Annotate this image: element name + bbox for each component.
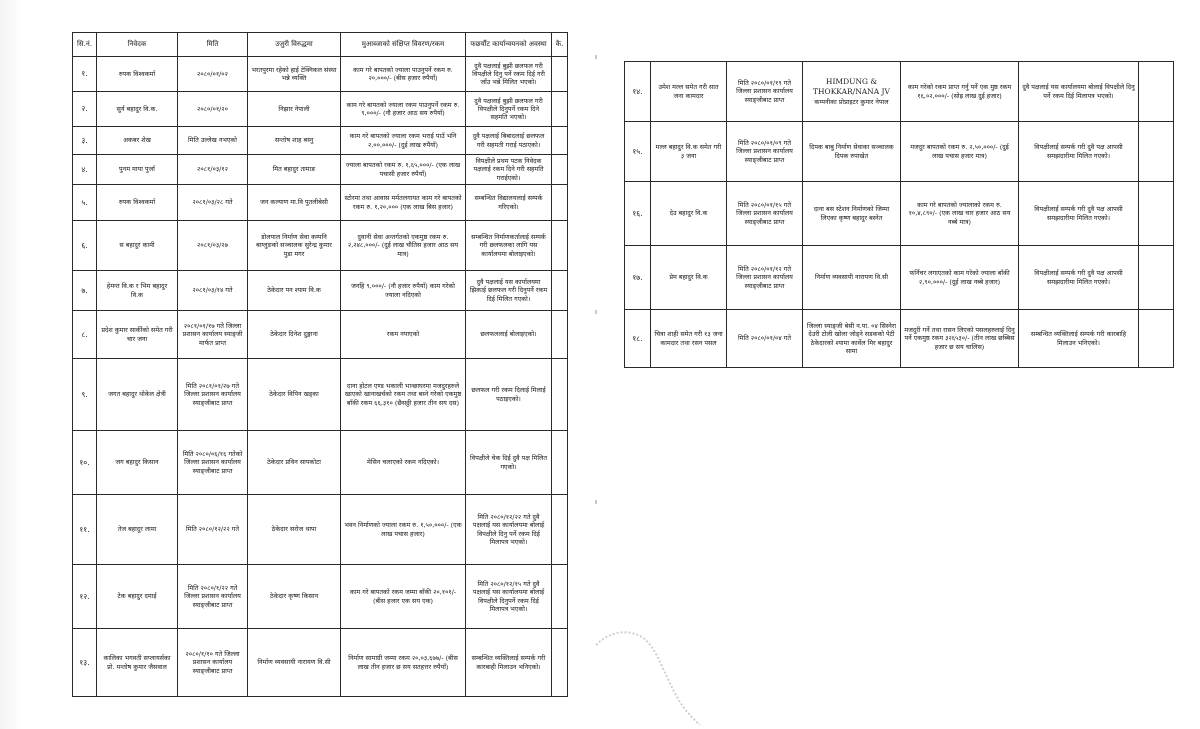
applicant-cell: देउ बहादुर वि.क (651, 182, 727, 246)
serial-cell: ९. (73, 359, 97, 431)
complaints-table-page-2 (624, 61, 1174, 368)
remarks-cell (552, 127, 568, 155)
remarks-cell (1139, 122, 1174, 182)
serial-cell: ७. (73, 271, 97, 311)
status-cell: छलफल गरी रकम दिलाई मिलाई पठाइएको। (466, 359, 552, 431)
date-cell: मिति उल्लेख नभएको (178, 127, 248, 155)
against-cell: ठेकेदार विपिन खड्का (248, 359, 341, 431)
firm-proprietor: कम्पनीका प्रोप्राइटर कुमार नेपाल (814, 97, 889, 106)
against-cell: ठेकेदार पन श्याम वि.क (248, 271, 341, 311)
details-cell: मेसिन चलाएको रकम नदिएको। (341, 431, 466, 495)
date-cell: २०८०/०१/२० (178, 92, 248, 127)
date-cell: मिति २०८०/१२/२२ गते (178, 495, 248, 565)
table-row (73, 185, 568, 221)
date-cell: मिति २०८०/०१/१९ गते जिल्ला प्रशासन कार्यालय स्याङ्जीबाट प्राप्त (727, 62, 803, 122)
date-cell: २०८१/०३/२८ गते (178, 185, 248, 221)
applicant-cell: प्रदेश कुमार सार्कीको समेत गरी चार जना (97, 311, 178, 359)
remarks-cell (1139, 310, 1174, 368)
table-row (73, 431, 568, 495)
details-cell: काम गरे बापतको ज्याला रकम पाउनुपर्ने रकम रु. ९,०००/- (नौ हजार आठ सय रुपैयाँ) (341, 92, 466, 127)
applicant-cell: चित्रा शाही समेत गरी १३ जना कामदार तथा रसन पसल (651, 310, 727, 368)
status-cell: मिति २०८०/१२/२२ गते दुवै पक्षलाई यस कार्यालयमा बोलाई विपक्षीले दिनु पर्ने रकम दिई मिलापत्र भएको। (466, 495, 552, 565)
applicant-cell: स बहादुर कामी (97, 221, 178, 271)
serial-cell: ८. (73, 311, 97, 359)
against-cell: ठेकेदार कृष्ण किसान (248, 565, 341, 629)
date-cell: २०८१/०३/१२ (178, 155, 248, 185)
date-cell: मिति २०८०/०६/१६ गतेको जिल्ला प्रशासन कार्यालय स्याङ्जीबाट प्राप्त (178, 431, 248, 495)
remarks-cell (552, 221, 568, 271)
table-header-row (73, 33, 568, 57)
table-row (73, 127, 568, 155)
applicant-cell: तेज बहादुर लामा (97, 495, 178, 565)
applicant-cell: टेक बहादुर दमाई (97, 565, 178, 629)
col-header-applicant: निवेदक (97, 33, 178, 57)
remarks-cell (552, 565, 568, 629)
table-row (625, 62, 1174, 122)
status-cell: दुवै पक्षलाई बुझी छलफल गरी विपक्षीले दिनु पर्ने रकम दिई गरी जाँउ भन्ने मिलित भएको। (466, 57, 552, 92)
remarks-cell (1139, 182, 1174, 246)
against-cell: ठेकेदार दिनेश दुङ्गाना (248, 311, 341, 359)
remarks-cell (552, 311, 568, 359)
table-row (625, 310, 1174, 368)
col-header-remarks: कै. (552, 33, 568, 57)
against-cell: निर्माण व्यवसायी नारायण वि.सी (803, 246, 901, 310)
against-cell: निर्माण व्यवसायी नारायण वि.सी (248, 629, 341, 697)
fold-mark (595, 500, 597, 504)
status-cell: दुवै पक्षलाई यस कार्यालयमा बोलाई विपक्षीले दिनु पर्ने रकम दिई मिलापत्र भएको। (1019, 62, 1139, 122)
status-cell: विपक्षीले चेक दिई दुवै पक्ष मिलित गएको। (466, 431, 552, 495)
status-cell: विपक्षीले प्रथम पटक निवेदक पक्षलाई रकम दिने गरी सहमति गराईएको। (466, 155, 552, 185)
serial-cell: १०. (73, 431, 97, 495)
serial-cell: १७. (625, 246, 651, 310)
applicant-cell: उमेश मल्ल समेत गरी सात जना कामदार (651, 62, 727, 122)
details-cell: भवन निर्माणको ज्याला रकम रु. १,५०,०००/- (एक लाख पचास हजार) (341, 495, 466, 565)
date-cell: २०८१/०१/१७ गते जिल्ला प्रशासन कार्यालय स्याङ्जी मार्फत प्राप्त (178, 311, 248, 359)
table-row (625, 182, 1174, 246)
date-cell: २०८१/०३/१४ गते (178, 271, 248, 311)
fold-mark (595, 310, 597, 314)
details-cell: दुवानी सेवा अन्तर्गतको एकमुष्ठ रकम रु. २,२४८,०००/- (दुई लाख चौतिस हजार आठ सय मात्र) (341, 221, 466, 271)
pencil-scribble (590, 625, 710, 729)
details-cell: मजदुर बापतको रकम रु. २,५०,०००/- (दुई लाख पचास हजार मात्र) (901, 122, 1019, 182)
status-cell: विपक्षीलाई सम्पर्क गरी दुवै पक्ष आपसी समझदारीमा मिलित गएको। (1019, 182, 1139, 246)
date-cell: मिति २०८०/१/२२ गते जिल्ला प्रशासन कार्यालय स्याङ्जीबाट प्राप्त (178, 565, 248, 629)
against-cell: ठेकेदार प्रविन सापकोटा (248, 431, 341, 495)
remarks-cell (552, 431, 568, 495)
col-header-status: फछर्यौट कार्यान्वयनको अवस्था (466, 33, 552, 57)
firm-name: HIMDUNG & THOKKAR/NANA JV (813, 76, 890, 97)
applicant-cell: रुपक विश्वकर्मा (97, 57, 178, 92)
details-cell: जनहि ९,०००/- (नौ हजार रुपैयाँ) काम गरेको ज्याला नदिएको (341, 271, 466, 311)
table-row (73, 495, 568, 565)
details-cell: निर्माण सामाग्री जम्मा रकम २०,०३,६७७/- (बीस लाख तीन हजार छ सय सतहत्तर रुपैयाँ) (341, 629, 466, 697)
status-cell: सम्बन्धित निर्माणकर्तालाई सम्पर्क गरी छलफलका लागि यस कार्यालयमा बोलाइएको। (466, 221, 552, 271)
details-cell: मजदुरी गर्ने तथा रासन लिएको पसलहरुलाई दिनु पर्ने एकमुष्ठ रकम ३२६५३०/- (तीन लाख छब्बिस हजार छ सय चालिस) (901, 310, 1019, 368)
applicant-cell: रुपक विश्वकर्मा (97, 185, 178, 221)
date-cell: मिति २०८०/०१/१२ गते जिल्ला प्रशासन कार्यालय स्याङ्जीबाट प्राप्त (727, 246, 803, 310)
against-cell: दिपक बाबु निर्माण सेवाका सञ्चालक दिपक रुपाखेत (803, 122, 901, 182)
date-cell: मिति २०८१/०१/२७ गते जिल्ला प्रशासन कार्यालय स्याङ्जीबाट प्राप्त (178, 359, 248, 431)
col-header-serial: सि.नं. (73, 33, 97, 57)
table-row (73, 221, 568, 271)
col-header-against: उजुरी विरुद्धमा (248, 33, 341, 57)
remarks-cell (1139, 246, 1174, 310)
status-cell: छलफललाई बोलाइएको। (466, 311, 552, 359)
details-cell: काम गरे बापतको ज्याला पाउनुपर्ने रकम रु. २०,०००/- (बीस हजार रुपैयाँ) (341, 57, 466, 92)
table-row (73, 565, 568, 629)
table-row (73, 311, 568, 359)
serial-cell: १४. (625, 62, 651, 122)
status-cell: विपक्षीलाई सम्पर्क गरी दुवै पक्ष आपसी समझदारीमा मिलित गएको। (1019, 246, 1139, 310)
remarks-cell (552, 629, 568, 697)
serial-cell: ६. (73, 221, 97, 271)
serial-cell: २. (73, 92, 97, 127)
against-cell: मित बहादुर तामाङ (248, 155, 341, 185)
status-cell: दुवै पक्षलाई बुझी छलफल गरी विपक्षीले दिनुपर्ने रकम दिने सहमति भएको। (466, 92, 552, 127)
details-cell: ज्याला बापतको रकम रु. १,६५,०००/- (एक लाख पचासी हजार रुपैयाँ) (341, 155, 466, 185)
status-cell: सम्बन्धित विद्यालयलाई सम्पर्क गरिएको। (466, 185, 552, 221)
table-row (73, 271, 568, 311)
against-cell: सन्तोष शाह बस्नु (248, 127, 341, 155)
remarks-cell (552, 495, 568, 565)
table-row (73, 629, 568, 697)
against-cell: भरतपुरमा रहेको हाई टेक्निकल संस्था भन्ने व्यक्ति (248, 57, 341, 92)
table-row (625, 122, 1174, 182)
serial-cell: ४. (73, 155, 97, 185)
against-cell (803, 62, 901, 122)
fold-mark (595, 55, 597, 59)
serial-cell: ११. (73, 495, 97, 565)
details-cell: दाना होटल एण्ड भकाली भान्छाघरमा मजदुरहरुले खाएको खानाखर्चको रकम तथा बस्ने गरेको एकमुष्ठ बाँकी रकम ६६,३१० (छैसठ्ठी हजार तीन सय दस) (341, 359, 466, 431)
applicant-cell: कालिका भगवती सप्लायर्सका प्रो. मन्तोष कुमार जैसवाल (97, 629, 178, 697)
details-cell: काम गरेको रकम प्राप्त गर्नु पर्ने एक मुष्ठ रकम १६,०२,०००/- (सोह्र लाख दुई हजार) (901, 62, 1019, 122)
status-cell: सम्बन्धित व्यक्तिलाई सम्पर्क गरी कारबाही मिलाउन भनिएको। (466, 629, 552, 697)
against-cell: जिल्ला स्याङ्जी बेसी न.पा. ०४ सिस्नेरा देउरी टोली खोला जोड्ने सडकको पेटी ठेकेदारको श्यामा कार्वेल मिर बहादुर सामा (803, 310, 901, 368)
serial-cell: ३. (73, 127, 97, 155)
serial-cell: १. (73, 57, 97, 92)
against-cell: डोलपाल निर्माण सेवा कम्पनि बाग्लुङको सञ्चालक सुरेन्द्र कुमार पुडा मगर (248, 221, 341, 271)
date-cell: २०८०/१/१० गते जिल्ला प्रशासन कार्यालय स्याङ्जीबाट प्राप्त (178, 629, 248, 697)
status-cell: दुवै पक्षलाई बिबादलाई छलफल गरी सहमती गराई पठाएको। (466, 127, 552, 155)
applicant-cell: प्रेम बहादुर वि.क (651, 246, 727, 310)
details-cell: काम गरे बापतको रकम जम्मा बाँकी २०,१०१/- (बीस हजार एक सय एक) (341, 565, 466, 629)
serial-cell: ५. (73, 185, 97, 221)
complaints-table-page-1 (72, 32, 568, 697)
status-cell: सम्बन्धित व्यक्तिलाई सम्पर्क गरी कारबाहि मिलाउन भनिएको। (1019, 310, 1139, 368)
details-cell: काम गरे बापतको ज्याला रकम भराई पाउँ भनि २,००,०००/- (दुई लाख रुपैयाँ) (341, 127, 466, 155)
against-cell: निझार नेपाली (248, 92, 341, 127)
applicant-cell: पुनम माया पुर्जा (97, 155, 178, 185)
date-cell: मिति २०८०/०१/१५ गते जिल्ला प्रशासन कार्यालय स्याङ्जीबाट प्राप्त (727, 182, 803, 246)
remarks-cell (552, 271, 568, 311)
date-cell: मिति २०८०/०१/०९ गते जिल्ला प्रशासन कार्यालय स्याङ्जीबाट प्राप्त (727, 122, 803, 182)
remarks-cell (552, 57, 568, 92)
remarks-cell (552, 185, 568, 221)
date-cell: २०८०/०१/०२ (178, 57, 248, 92)
applicant-cell: जग बहादुर किसान (97, 431, 178, 495)
applicant-cell: सुर्य बहादुर वि.क. (97, 92, 178, 127)
status-cell: मिति २०८०/१२/१५ गते दुवै पक्षलाई यस कार्यालयमा बोलाई विपक्षीले दिनुपर्ने रकम दिई मिलापत्र भएको। (466, 565, 552, 629)
date-cell: मिति २०८०/०१/०४ गते (727, 310, 803, 368)
against-cell: दाना बस स्टेशन निर्माणको जिम्मा लिएका कृष्ण बहादुर बस्नेत (803, 182, 901, 246)
table-row (73, 57, 568, 92)
remarks-cell (552, 92, 568, 127)
status-cell: दुवै पक्षलाई यस कार्यालयमा झिकाई छलफल गरी दिनुपर्ने रकम दिई मिलित गएको। (466, 271, 552, 311)
applicant-cell: अकबर शेख (97, 127, 178, 155)
table-row (73, 92, 568, 127)
details-cell: काम गरे बापतको ज्यालाको रकम रु. १०,४,८९०/- (एक लाख चार हजार आठ सय नब्बे मात्र) (901, 182, 1019, 246)
details-cell: फर्निचर लगाएतको काम गरेको ज्याला बाँकी २,९०,०००/- (दुई लाख नब्बे हजार) (901, 246, 1019, 310)
table-row (73, 155, 568, 185)
details-cell: स्टोरमा तथा आवास मर्मतलगायत काम गरे बापतको रकम रु. १,२०,००० (एक लाख बिस हजार) (341, 185, 466, 221)
against-cell: ठेकेदार सरोज थापा (248, 495, 341, 565)
serial-cell: १५. (625, 122, 651, 182)
applicant-cell: मल्ल बहादुर वि.क समेत गरी ३ जना (651, 122, 727, 182)
col-header-details: मुआब्जाको संक्षिप्त विवरण/रकम (341, 33, 466, 57)
status-cell: विपक्षीलाई सम्पर्क गरी दुवै पक्ष आपसी समझदारीमा मिलित गएको। (1019, 122, 1139, 182)
serial-cell: १८. (625, 310, 651, 368)
against-cell: जन कल्याण मा.वि पुतलीबेसी (248, 185, 341, 221)
table-row (73, 359, 568, 431)
details-cell: रकम नपाएको (341, 311, 466, 359)
serial-cell: १२. (73, 565, 97, 629)
applicant-cell: जगत बहादुर थोकेल क्षेत्री (97, 359, 178, 431)
col-header-date: मिति (178, 33, 248, 57)
remarks-cell (552, 155, 568, 185)
table-row (625, 246, 1174, 310)
remarks-cell (1139, 62, 1174, 122)
scan-shadow (0, 0, 22, 729)
serial-cell: १३. (73, 629, 97, 697)
serial-cell: १६. (625, 182, 651, 246)
applicant-cell: हेमन्त वि.क र भिम बहादुर वि.क (97, 271, 178, 311)
remarks-cell (552, 359, 568, 431)
date-cell: २०८१/०३/२७ (178, 221, 248, 271)
